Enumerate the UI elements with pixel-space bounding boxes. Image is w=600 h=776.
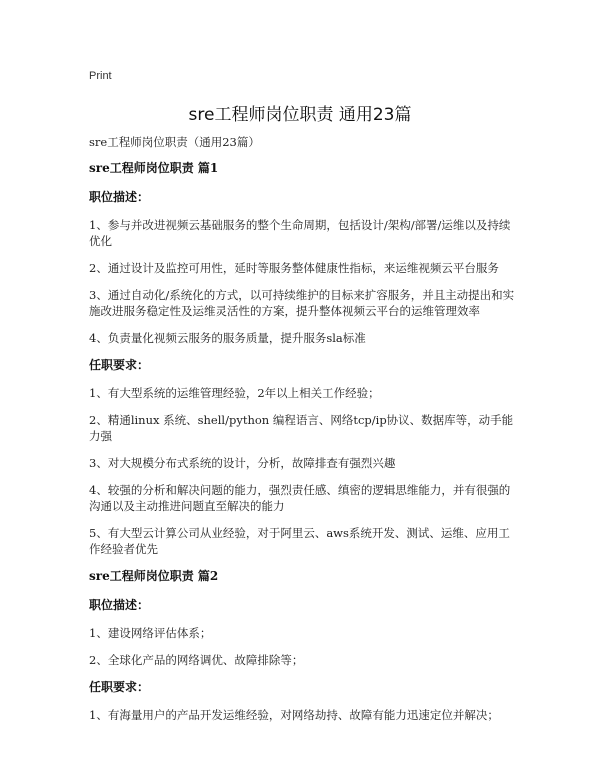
section-heading: sre工程师岗位职责 篇1 [89, 161, 219, 175]
document-title: sre工程师岗位职责 通用23篇 [188, 105, 412, 125]
list-item: 1、参与并改进视频云基础服务的整个生命周期，包括设计/架构/部署/运维以及持续优化 [89, 218, 511, 248]
section-heading: sre工程师岗位职责 篇2 [89, 569, 219, 583]
list-item: 3、对大规模分布式系统的设计，分析，故障排查有强烈兴趣 [89, 456, 396, 470]
job-requirements-heading: 任职要求： [89, 680, 150, 694]
list-item: 4、较强的分析和解决问题的能力，强烈责任感、缜密的逻辑思维能力，并有很强的沟通以及主动推进问题直至解决的能力 [89, 483, 511, 513]
list-item: 2、精通linux 系统、shell/python 编程语言、网络tcp/ip协议、数据库等，动手能力强 [89, 413, 514, 443]
list-item: 2、全球化产品的网络调优、故障排除等； [89, 653, 304, 667]
list-item: 1、有大型系统的运维管理经验，2年以上相关工作经验； [89, 386, 380, 400]
list-item: 1、建设网络评估体系； [89, 626, 212, 640]
document-body [89, 134, 519, 734]
list-item: 4、负责量化视频云服务的服务质量，提升服务sla标准 [89, 331, 366, 345]
job-requirements-heading: 任职要求： [89, 358, 150, 372]
list-item: 3、通过自动化/系统化的方式，以可持续维护的目标来扩容服务，并且主动提出和实施改进服务稳定性及运维灵活性的方案，提升整体视频云平台的运维管理效率 [89, 288, 515, 318]
job-description-heading: 职位描述： [89, 598, 150, 612]
print-link[interactable]: Print [89, 70, 112, 82]
list-item: 1、有海量用户的产品开发运维经验，对网络劫持、故障有能力迅速定位并解决； [89, 708, 499, 722]
list-item: 5、有大型云计算公司从业经验，对于阿里云、aws系统开发、测试、运维、应用工作经验者优先 [89, 526, 510, 556]
job-description-heading: 职位描述： [89, 190, 150, 204]
list-item: 2、通过设计及监控可用性，延时等服务整体健康性指标，来运维视频云平台服务 [89, 261, 499, 275]
document-subtitle: sre工程师岗位职责（通用23篇） [89, 135, 260, 149]
